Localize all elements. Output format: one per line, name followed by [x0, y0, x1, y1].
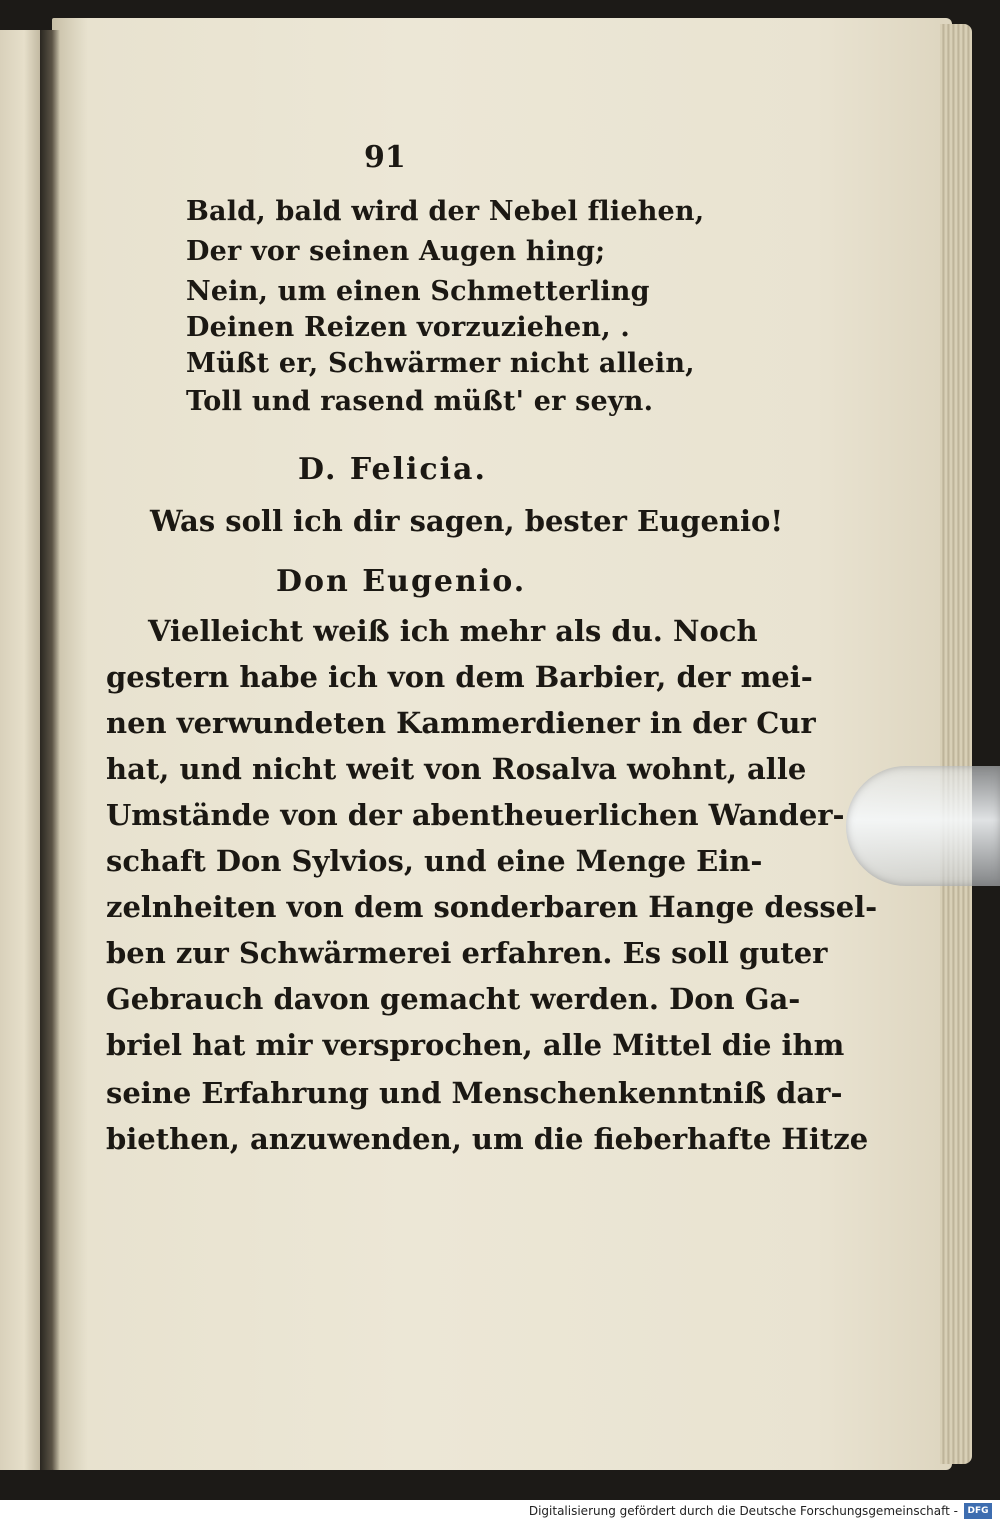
prose-line: Vielleicht weiß ich mehr als du. Noch: [148, 614, 758, 648]
verse-line: Toll und rasend müßt' er seyn.: [186, 386, 654, 417]
prose-line: biethen, anzuwenden, um die fieberhafte Hitze: [106, 1122, 869, 1156]
prose-line: schaft Don Sylvios, und eine Menge Ein-: [106, 844, 763, 878]
dfg-logo: DFG: [964, 1503, 992, 1519]
funding-credit: Digitalisierung gefördert durch die Deutsche Forschungsgemeinschaft -: [528, 1504, 958, 1518]
prose-line: hat, und nicht weit von Rosalva wohnt, alle: [106, 752, 807, 786]
verse-line: Müßt er, Schwärmer nicht allein,: [186, 348, 695, 379]
prose-line: nen verwundeten Kammerdiener in der Cur: [106, 706, 816, 740]
speaker-name: D. Felicia.: [298, 452, 487, 487]
prose-line: briel hat mir versprochen, alle Mittel die ihm: [106, 1028, 845, 1062]
verse-line: Deinen Reizen vorzuziehen, .: [186, 312, 630, 343]
prose-line: gestern habe ich von dem Barbier, der mei-: [106, 660, 813, 694]
speaker-name: Don Eugenio.: [276, 564, 527, 599]
verse-line: Nein, um einen Schmetterling: [186, 276, 650, 307]
speech-line: Was soll ich dir sagen, bester Eugenio!: [150, 504, 784, 538]
page-number: 91: [364, 140, 406, 175]
prose-line: zelnheiten von dem sonderbaren Hange dessel-: [106, 890, 878, 924]
verse-line: Bald, bald wird der Nebel fliehen,: [186, 196, 705, 227]
prose-line: Gebrauch davon gemacht werden. Don Ga-: [106, 982, 801, 1016]
prose-line: seine Erfahrung und Menschenkenntniß dar-: [106, 1076, 843, 1110]
verse-line: Der vor seinen Augen hing;: [186, 236, 606, 267]
prose-line: ben zur Schwärmerei erfahren. Es soll guter: [106, 936, 828, 970]
prose-line: Umstände von der abentheuerlichen Wander-: [106, 798, 845, 832]
